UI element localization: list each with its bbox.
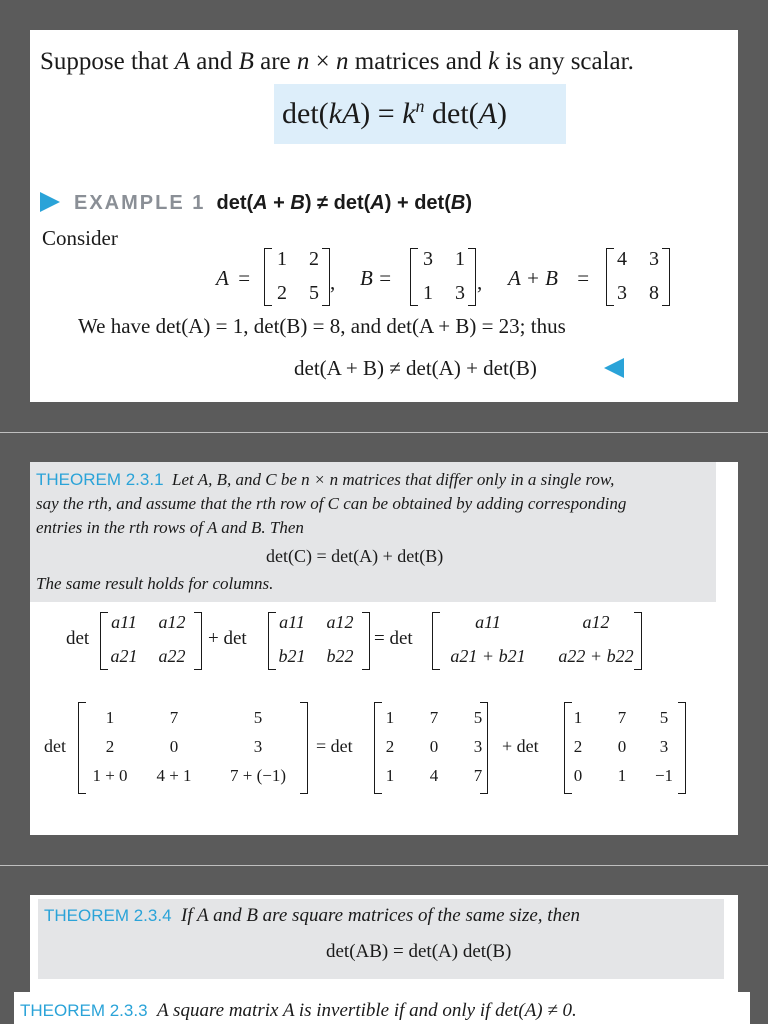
- example-arrow-icon: [40, 192, 60, 212]
- comma: ,: [330, 270, 336, 294]
- matrix-cell: a21: [110, 646, 138, 666]
- bracket: [362, 612, 370, 670]
- matrix-b-cell: 3: [455, 282, 465, 304]
- matrix-cell: 7: [169, 708, 179, 727]
- theorem-234-equation: det(AB) = det(A) det(B): [326, 941, 512, 962]
- matrix-cell: a11: [279, 612, 305, 632]
- matrix-cell: 7: [429, 708, 439, 727]
- theorem-231-line2: say the rth, and assume that the rth row of C can be obtained by adding corresponding: [36, 494, 627, 513]
- matrix-a-right-bracket: [322, 248, 330, 306]
- example-panel: [30, 30, 738, 402]
- matrix-cell: 1: [385, 708, 395, 727]
- matrix-a-cell: 5: [309, 282, 319, 304]
- theorem-233-label: THEOREM 2.3.3: [20, 1001, 148, 1020]
- intro-line: Suppose that A and B are n × n matrices and k is any scalar.: [40, 48, 634, 75]
- matrix-cell: 0: [617, 737, 627, 756]
- matrix-cell: 3: [473, 737, 483, 756]
- matrix-cell: 7: [617, 708, 627, 727]
- matrix-cell: 1: [617, 766, 627, 785]
- equals-sign: =: [572, 266, 590, 290]
- theorem-231-equation: det(C) = det(A) + det(B): [266, 546, 444, 566]
- theorem-234-label: THEOREM 2.3.4: [44, 906, 172, 925]
- matrix-b-name: B: [360, 266, 373, 290]
- matrix-cell: 7: [473, 766, 483, 785]
- bracket: [300, 702, 308, 794]
- matrix-cell: 5: [473, 708, 483, 727]
- matrix-b-left-bracket: [410, 248, 418, 306]
- matrix-cell: 2: [385, 737, 395, 756]
- matrix-cell: 3: [659, 737, 669, 756]
- matrix-cell: b21: [278, 646, 306, 666]
- matrix-ab-cell: 3: [617, 282, 627, 304]
- matrix-cell: 2: [105, 737, 115, 756]
- equals-sign: =: [374, 266, 392, 290]
- theorem-231-line3: entries in the rth rows of A and B. Then: [36, 518, 304, 537]
- theorem-233-panel: [14, 992, 750, 1024]
- matrix-ab-cell: 4: [617, 248, 627, 270]
- matrix-a-name: A: [216, 266, 229, 290]
- matrix-cell: 7 + (−1): [230, 766, 286, 785]
- theorem-233-line: THEOREM 2.3.3 A square matrix A is invertible if and only if det(A) ≠ 0.: [20, 1000, 577, 1021]
- matrix-ab-left-bracket: [606, 248, 614, 306]
- conclusion-formula: det(A + B) ≠ det(A) + det(B): [294, 356, 537, 380]
- divider: [0, 432, 768, 433]
- matrix-cell: a11: [475, 612, 501, 632]
- matrix-a-cell: 2: [277, 282, 287, 304]
- end-example-arrow-icon: [604, 358, 624, 378]
- matrix-cell: a21 + b21: [450, 646, 526, 666]
- matrix-b-right-bracket: [468, 248, 476, 306]
- matrix-a-left-bracket: [264, 248, 272, 306]
- theorem-231-panel: [30, 462, 738, 835]
- bracket: [678, 702, 686, 794]
- bracket: [480, 702, 488, 794]
- matrix-cell: 5: [659, 708, 669, 727]
- matrix-cell: a12: [582, 612, 610, 632]
- matrix-cell: 4: [429, 766, 439, 785]
- matrix-cell: −1: [654, 766, 674, 785]
- matrix-a-cell: 1: [277, 248, 287, 270]
- matrix-b-cell: 1: [423, 282, 433, 304]
- matrix-cell: 0: [169, 737, 179, 756]
- matrix-ab-cell: 3: [649, 248, 659, 270]
- example-heading: EXAMPLE 1 det(A + B) ≠ det(A) + det(B): [74, 192, 472, 214]
- consider-text: Consider: [42, 226, 118, 250]
- matrix-cell: 1: [573, 708, 583, 727]
- matrix-b-cell: 3: [423, 248, 433, 270]
- matrix-cell: b22: [326, 646, 354, 666]
- matrix-cell: a12: [158, 612, 186, 632]
- we-have-text: We have det(A) = 1, det(B) = 8, and det(A + B) = 23; thus: [78, 314, 566, 338]
- matrix-cell: 2: [573, 737, 583, 756]
- matrix-cell: a22: [158, 646, 186, 666]
- matrix-b-cell: 1: [455, 248, 465, 270]
- bracket: [194, 612, 202, 670]
- matrix-cell: 1: [385, 766, 395, 785]
- plus-det-label: + det: [502, 736, 539, 756]
- matrix-ab-name: A + B: [508, 266, 558, 290]
- matrix-cell: 4 + 1: [156, 766, 192, 785]
- matrix-cell: 0: [429, 737, 439, 756]
- matrix-cell: 0: [573, 766, 583, 785]
- theorem-234-line: THEOREM 2.3.4 If A and B are square matrices of the same size, then: [44, 905, 581, 926]
- matrix-cell: a22 + b22: [558, 646, 634, 666]
- matrix-ab-cell: 8: [649, 282, 659, 304]
- theorem-231-note: The same result holds for columns.: [36, 574, 274, 593]
- theorem-231-line1: THEOREM 2.3.1 Let A, B, and C be n × n matrices that differ only in a single row,: [36, 470, 615, 489]
- matrix-cell: 3: [253, 737, 263, 756]
- matrix-cell: 5: [253, 708, 263, 727]
- matrix-a-cell: 2: [309, 248, 319, 270]
- theorem-231-label: THEOREM 2.3.1: [36, 470, 164, 489]
- comma: ,: [477, 270, 483, 294]
- matrix-ab-right-bracket: [662, 248, 670, 306]
- matrix-cell: 1: [105, 708, 115, 727]
- divider: [0, 865, 768, 866]
- det-label: det: [44, 736, 66, 756]
- matrix-cell: a12: [326, 612, 354, 632]
- plus-det-label: + det: [208, 628, 247, 649]
- equals-det-label: = det: [374, 628, 413, 649]
- det-label: det: [66, 628, 90, 649]
- equals-sign: =: [233, 266, 251, 290]
- bracket: [634, 612, 642, 670]
- equals-det-label: = det: [316, 736, 353, 756]
- scalar-formula: $\det(kA) = k^n$ det(A): [282, 96, 507, 130]
- matrix-cell: 1 + 0: [92, 766, 128, 785]
- matrix-cell: a11: [111, 612, 137, 632]
